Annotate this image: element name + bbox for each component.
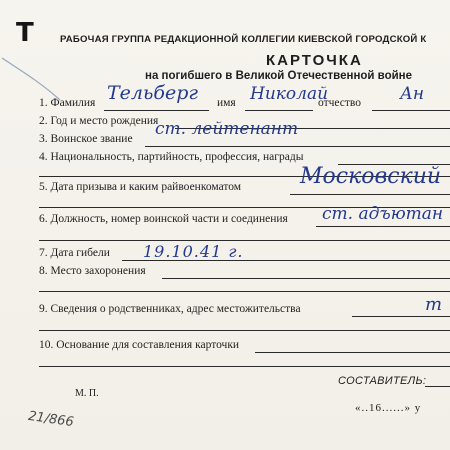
hand-surname: Тельберг (107, 82, 198, 104)
field-number: 5. (39, 181, 48, 193)
field-label-surname: Фамилия (50, 97, 96, 109)
hand-draft-office: Московский (300, 164, 442, 189)
field-label-relatives: Сведения о родственниках, адрес местожительства (50, 303, 301, 315)
stamp-place-label: М. П. (75, 388, 99, 399)
rule-position-2 (39, 240, 450, 241)
field-number: 2. (39, 115, 48, 127)
field-label-rank: Воинское звание (50, 133, 133, 145)
field-number: 6. (39, 213, 48, 225)
field-number: 7. (39, 247, 48, 259)
field-label-nationality: Национальность, партийность, профессия, награды (50, 151, 304, 163)
pencil-stroke (0, 0, 70, 110)
field-number: 3. (39, 133, 48, 145)
field-label-death: Дата гибели (50, 247, 110, 259)
field-number: 1. (39, 97, 48, 109)
field-number: 8. (39, 265, 48, 277)
rule-surname (104, 110, 209, 111)
hand-position: ст. адъютан (322, 204, 444, 224)
corner-mark: Т (16, 18, 34, 48)
rule-relatives-2 (39, 330, 450, 331)
field-basis-row (39, 340, 239, 352)
rule-patronymic (372, 110, 450, 111)
compiler-label: СОСТАВИТЕЛЬ: (338, 375, 427, 387)
field-rank-row (39, 134, 133, 146)
rule-compiler (425, 386, 450, 387)
field-label-position: Должность, номер воинской части и соединения (50, 213, 288, 225)
rule-basis (255, 352, 450, 353)
field-label-burial: Место захоронения (50, 265, 146, 277)
date-line: «..16......» у (355, 402, 422, 414)
card-title: КАРТОЧКА (266, 52, 363, 69)
rule-burial (162, 278, 450, 279)
archive-number: 21/866 (27, 408, 75, 431)
field-label-draft: Дата призыва и каким райвоенкоматом (50, 181, 242, 193)
hand-patronymic: Ан (400, 84, 425, 104)
field-number: 9. (39, 303, 48, 315)
field-number: 4. (39, 151, 48, 163)
field-burial-row (39, 266, 146, 278)
hand-death-date: 19.10.41 г. (143, 242, 244, 261)
field-position-row (39, 214, 288, 226)
rule-position (316, 226, 450, 227)
field-label-basis: Основание для составления карточки (56, 339, 240, 351)
hand-relatives: т (425, 294, 443, 315)
rule-name (245, 110, 313, 111)
field-relatives-row (39, 304, 301, 316)
field-label-birth: Год и место рождения (50, 115, 159, 127)
field-label-name: имя (217, 97, 236, 109)
rule-rank (145, 146, 450, 147)
field-draft-row (39, 182, 241, 194)
rule-basis-2 (39, 366, 450, 367)
field-birth-row (39, 116, 158, 128)
header-text: РАБОЧАЯ ГРУППА РЕДАКЦИОННОЙ КОЛЛЕГИИ КИЕВСКОЙ ГОРОДСКОЙ К (60, 34, 427, 45)
hand-rank: ст. лейтенант (155, 119, 299, 139)
field-death-row (39, 248, 110, 260)
card-subtitle: на погибшего в Великой Отечественной войне (145, 70, 413, 82)
rule-relatives (352, 316, 450, 317)
hand-name: Николай (250, 84, 329, 104)
field-surname-row (39, 98, 95, 110)
field-number: 10. (39, 339, 54, 351)
field-label-patronymic: отчество (318, 97, 362, 109)
rule-draft (290, 194, 450, 195)
rule-burial-2 (39, 291, 450, 292)
field-nationality-row (39, 152, 303, 164)
